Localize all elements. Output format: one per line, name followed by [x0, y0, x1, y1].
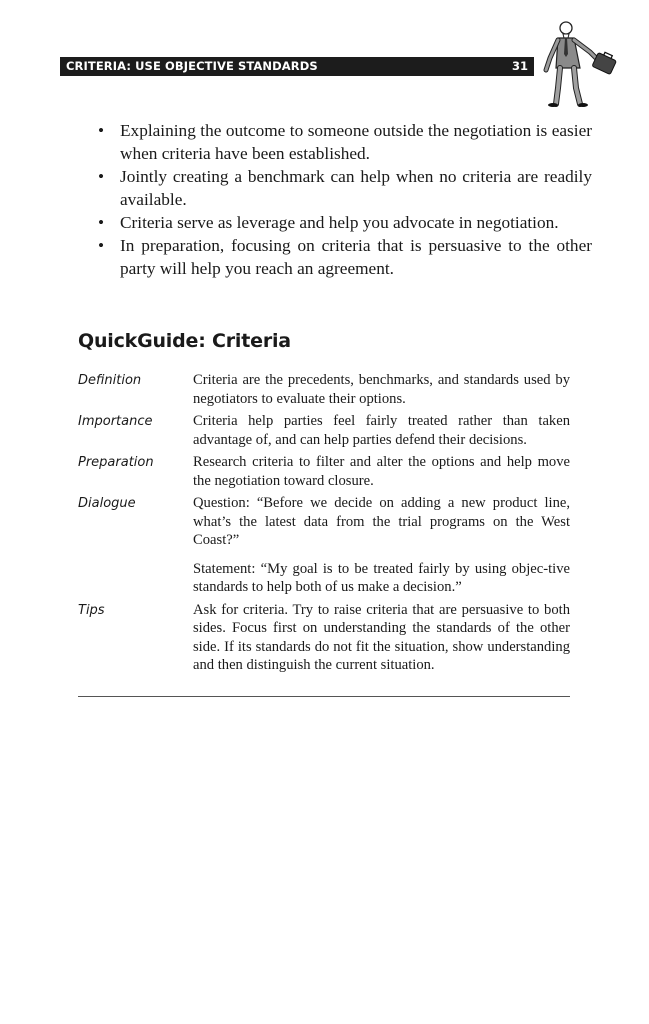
list-item [98, 234, 592, 280]
quickguide-paragraph: Criteria help parties feel fairly treated rather than taken advantage of, and can help parties defend their decisions. [193, 413, 570, 448]
bullet-marker: • [98, 213, 105, 232]
section-divider [78, 696, 570, 697]
quickguide-term: Tips [78, 602, 105, 618]
quickguide-row-importance [78, 412, 570, 449]
bullet-text: In preparation, focusing on criteria that is persuasive to the other party will help you reach an agreement. [120, 236, 592, 278]
quickguide-term: Definition [78, 373, 142, 388]
quickguide-row-preparation [78, 453, 570, 490]
bullet-marker: • [98, 236, 105, 255]
quickguide-term: Preparation [78, 455, 154, 470]
businessman-with-briefcase-icon [536, 18, 618, 108]
quickguide-definition [193, 412, 570, 449]
running-header-title: CRITERIA: USE OBJECTIVE STANDARDS [66, 59, 318, 73]
quickguide-definition [193, 601, 570, 675]
quickguide-row-definition [78, 371, 570, 408]
quickguide-paragraph: Ask for criteria. Try to raise criteria that are persuasive to both sides. Focus first on understanding the standards of the other side. If its standards do not fit the situation, show understanding and then distinguish the current situation. [193, 601, 570, 673]
bullet-text: Explaining the outcome to someone outside the negotiation is easier when criteria have been established. [120, 121, 592, 163]
bullet-marker: • [98, 121, 105, 140]
bullet-list [98, 119, 592, 280]
quickguide-row-dialogue [78, 494, 570, 597]
bullet-text: Jointly creating a benchmark can help when no criteria are readily available. [120, 167, 592, 209]
quickguide-term: Dialogue [78, 496, 136, 511]
list-item [98, 211, 592, 234]
quickguide-title: QuickGuide: Criteria [78, 330, 291, 352]
list-item [98, 119, 592, 165]
quickguide-term: Importance [78, 414, 153, 429]
running-header [60, 57, 534, 76]
bullet-marker: • [98, 167, 105, 186]
quickguide-paragraph: Criteria are the precedents, benchmarks, and standards used by negotiators to evaluate their options. [193, 372, 570, 407]
bullet-text: Criteria serve as leverage and help you advocate in negotiation. [120, 213, 559, 232]
quickguide-paragraph: Question: “Before we decide on adding a new product line, what’s the latest data from the trial programs on the West Coast?” [193, 495, 570, 548]
quickguide-definition [193, 494, 570, 597]
page-number: 31 [511, 59, 528, 73]
quickguide-paragraph: Research criteria to filter and alter the options and help move the negotiation toward closure. [193, 454, 570, 489]
quickguide-table [78, 371, 570, 679]
quickguide-definition [193, 371, 570, 408]
quickguide-row-tips [78, 601, 570, 675]
quickguide-definition [193, 453, 570, 490]
list-item [98, 165, 592, 211]
quickguide-paragraph: Statement: “My goal is to be treated fairly by using objec-tive standards to help both of us make a decision.” [193, 560, 570, 595]
